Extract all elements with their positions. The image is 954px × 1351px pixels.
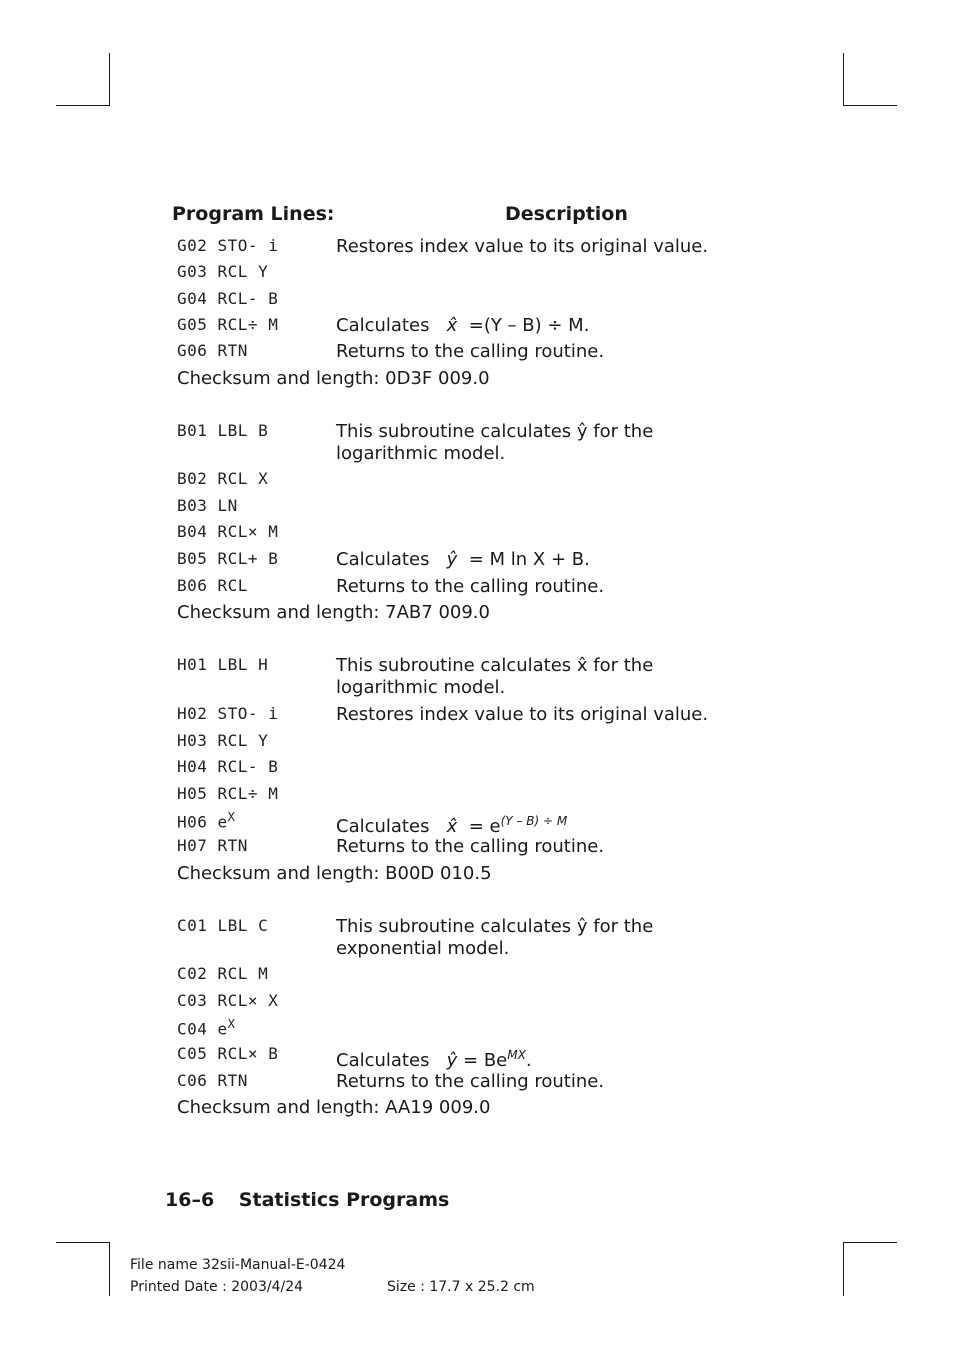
program-code: G05 RCL÷ M: [177, 315, 279, 334]
program-line: [0, 784, 954, 810]
program-line: [0, 836, 954, 862]
line-description: Returns to the calling routine.: [336, 1071, 605, 1092]
program-line: [0, 576, 954, 602]
program-line: [0, 731, 954, 757]
crop-mark-bottom-left-v: [109, 1242, 110, 1296]
desc-superscript: MX: [507, 1048, 526, 1062]
line-description: [336, 315, 746, 337]
desc-formula: = e: [468, 816, 501, 837]
page-size: Size : 17.7 x 25.2 cm: [387, 1279, 535, 1295]
code-base: H06 e: [177, 812, 228, 832]
page-footer: [165, 1189, 449, 1211]
program-code: B01 LBL B: [177, 421, 269, 440]
program-line: [0, 236, 954, 262]
program-lines-header: Program Lines:: [172, 203, 335, 225]
y-hat-symbol: ŷ: [446, 1050, 458, 1071]
program-line: [0, 964, 954, 990]
checksum: Checksum and length: 7AB7 009.0: [177, 602, 490, 623]
program-line: [0, 469, 954, 495]
crop-mark-bottom-left-h: [56, 1242, 110, 1243]
printed-date: Printed Date : 2003/4/24: [130, 1279, 304, 1295]
program-code: C06 RTN: [177, 1071, 248, 1090]
crop-mark-top-left-v: [109, 53, 110, 106]
program-line: [0, 496, 954, 522]
line-description: [336, 810, 746, 838]
program-code: C05 RCL× B: [177, 1044, 279, 1063]
description-header: Description: [505, 203, 628, 225]
crop-mark-top-left-h: [56, 105, 110, 106]
program-line: [0, 549, 954, 575]
program-code: G03 RCL Y: [177, 262, 269, 281]
x-hat-symbol: x̂: [446, 816, 458, 837]
line-description: This subroutine calculates ŷ for the logarithmic model.: [336, 421, 654, 464]
desc-suffix: .: [525, 1050, 532, 1071]
checksum: Checksum and length: AA19 009.0: [177, 1097, 491, 1118]
x-hat-symbol: x̂: [446, 315, 458, 336]
desc-formula: = M ln X + B.: [468, 549, 590, 570]
program-line: [0, 991, 954, 1017]
checksum: Checksum and length: 0D3F 009.0: [177, 368, 490, 389]
program-line: [0, 262, 954, 288]
program-line: [0, 810, 954, 836]
program-code: [177, 810, 235, 831]
desc-prefix: Calculates: [336, 315, 430, 336]
program-line: [0, 757, 954, 783]
program-code: B02 RCL X: [177, 469, 269, 488]
desc-superscript: (Y – B) ÷ M: [500, 814, 568, 828]
line-description: This subroutine calculates ŷ for the exponential model.: [336, 916, 654, 959]
program-code: H03 RCL Y: [177, 731, 269, 750]
program-code: G04 RCL- B: [177, 289, 279, 308]
desc-formula: =(Y – B) ÷ M.: [468, 315, 590, 336]
program-line: [0, 315, 954, 341]
program-code: G06 RTN: [177, 341, 248, 360]
line-description: Restores index value to its original value.: [336, 704, 709, 725]
program-code: C03 RCL× X: [177, 991, 279, 1010]
program-line: [0, 522, 954, 548]
crop-mark-top-right-h: [843, 105, 897, 106]
line-description: Restores index value to its original value.: [336, 236, 709, 257]
program-line: [0, 1044, 954, 1070]
crop-mark-bottom-right-v: [843, 1242, 844, 1296]
line-description: [336, 1044, 746, 1072]
desc-prefix: Calculates: [336, 816, 430, 837]
program-line: [0, 916, 954, 964]
program-line: [0, 704, 954, 730]
program-line: [0, 655, 954, 703]
line-description: Returns to the calling routine.: [336, 836, 605, 857]
program-code: H01 LBL H: [177, 655, 269, 674]
crop-mark-bottom-right-h: [843, 1242, 897, 1243]
desc-prefix: Calculates: [336, 549, 430, 570]
line-description: Returns to the calling routine.: [336, 341, 605, 362]
program-code: H05 RCL÷ M: [177, 784, 279, 803]
desc-prefix: Calculates: [336, 1050, 430, 1071]
program-code: H04 RCL- B: [177, 757, 279, 776]
checksum: Checksum and length: B00D 010.5: [177, 863, 492, 884]
program-code: H07 RTN: [177, 836, 248, 855]
program-line: [0, 1017, 954, 1043]
program-line: [0, 341, 954, 367]
code-superscript: X: [227, 1017, 236, 1031]
code-base: C04 e: [177, 1019, 228, 1039]
program-code: B03 LN: [177, 496, 238, 515]
program-line: [0, 289, 954, 315]
program-code: C01 LBL C: [177, 916, 269, 935]
code-superscript: X: [227, 810, 236, 824]
program-code: B05 RCL+ B: [177, 549, 279, 568]
program-code: B04 RCL× M: [177, 522, 279, 541]
desc-formula: = Be: [463, 1050, 508, 1071]
file-name: File name 32sii-Manual-E-0424: [130, 1257, 346, 1273]
program-code: B06 RCL: [177, 576, 248, 595]
program-code: C02 RCL M: [177, 964, 269, 983]
program-line: [0, 421, 954, 469]
line-description: [336, 549, 746, 571]
program-line: [0, 1071, 954, 1097]
y-hat-symbol: ŷ: [446, 549, 458, 570]
crop-mark-top-right-v: [843, 53, 844, 106]
program-code: H02 STO- i: [177, 704, 279, 723]
section-title: Statistics Programs: [238, 1189, 450, 1211]
program-code: G02 STO- i: [177, 236, 279, 255]
page-number: 16–6: [165, 1189, 215, 1211]
line-description: This subroutine calculates x̂ for the logarithmic model.: [336, 655, 654, 698]
line-description: Returns to the calling routine.: [336, 576, 605, 597]
program-code: [177, 1017, 235, 1038]
